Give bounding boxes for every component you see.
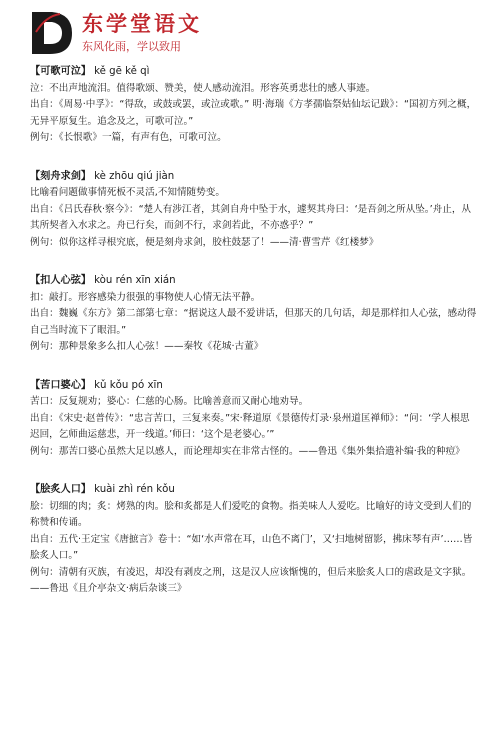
idiom-term: 【可歌可泣】 (30, 66, 92, 77)
idiom-title (30, 64, 478, 81)
idiom-term: 【刻舟求剑】 (30, 170, 92, 182)
idiom-example: 例句：清朝有灭族，有凌迟，却没有剥皮之刑，这是汉人应该惭愧的，但后来脍炙人口的虐政是文字狱。——鲁迅《且介亭杂文·病后杂谈三》 (30, 566, 472, 594)
idiom-source: 出自：《宋史·赵普传》：“忠言苦口，三复来奏。”宋·释道原《景德传灯录·泉州道匡禅师》：“问：‘学人根思迟回，乞师曲运慈悲，开一线道。’师曰：‘这个是老婆心。’” (30, 412, 470, 440)
idiom-entry (30, 482, 478, 598)
brand-title: 东学堂语文 (82, 12, 202, 36)
idiom-definition: 脍：切细的肉；炙：烤熟的肉。脍和炙都是人们爱吃的食物。指美味人人爱吃。比喻好的诗文受到人们的称赞和传诵。 (30, 500, 472, 528)
idiom-source: 出自：《周易·中孚》：“得敌，或鼓或罢，或泣或歌。” 明·海瑞《方孝孺临祭姑仙坛记跋》：“国初方列之概，无异平原复生。追念及之，可歌可泣。” (30, 99, 477, 127)
idiom-example: 例句：似你这样寻根究底，便是刻舟求剑，胶柱鼓瑟了！——清·曹雪芹《红楼梦》 (30, 236, 379, 248)
idiom-pinyin: kǔ kǒu pó xīn (94, 379, 163, 391)
idiom-term: 【苦口婆心】 (30, 379, 92, 391)
idiom-list (30, 64, 478, 620)
idiom-example: 例句：那苦口婆心虽然大足以感人，而论理却实在非常古怪的。——鲁迅《集外集拾遗补编·我的种痘》 (30, 445, 465, 457)
idiom-title (30, 378, 478, 395)
idiom-pinyin: kè zhōu qiú jiàn (94, 170, 175, 182)
idiom-source: 出自：魏巍《东方》第二部第七章：“据说这人最不爱讲话，但那天的几句话，却是那样扣人心弦，感动得自己当时流下了眼泪。” (30, 308, 477, 336)
idiom-entry (30, 273, 478, 356)
idiom-title (30, 273, 478, 290)
idiom-source: 出自：《吕氏春秋·察今》：“楚人有涉江者，其剑自舟中坠于水，遽契其舟曰：‘是吾剑之所从坠。’舟止，从其所契者入水求之。舟已行矣，而剑不行，求剑若此，不亦惑乎？” (30, 203, 472, 231)
idiom-definition: 泣：不出声地流泪。值得歌颂、赞美，使人感动流泪。形容英勇悲壮的感人事迹。 (30, 82, 376, 94)
idiom-definition: 苦口：反复规劝；婆心：仁慈的心肠。比喻善意而又耐心地劝导。 (30, 396, 309, 407)
idiom-example: 例句：《长恨歌》一篇，有声有色，可歌可泣。 (30, 132, 227, 143)
brand-slogan: 东风化雨，学以致用 (82, 40, 181, 53)
idiom-pinyin: kuài zhì rén kǒu (94, 484, 175, 495)
idiom-source: 出自：五代·王定宝《唐摭言》卷十：“如‘水声常在耳，山色不离门’，又‘扫地树留影，拂床琴有声’……皆脍炙人口。” (30, 533, 473, 561)
idiom-term: 【扣人心弦】 (30, 275, 92, 286)
idiom-term: 【脍炙人口】 (30, 484, 92, 495)
idiom-entry (30, 64, 478, 147)
idiom-title (30, 169, 478, 186)
idiom-pinyin: kě gē kě qì (94, 66, 150, 77)
brand-logo-icon (30, 8, 76, 58)
idiom-definition: 比喻看问题做事情死板不灵活,不知情随势变。 (30, 187, 225, 198)
idiom-example: 例句：那种景象多么扣人心弦！——秦牧《花城·古董》 (30, 341, 264, 352)
idiom-title (30, 482, 478, 499)
idiom-pinyin: kòu rén xīn xián (94, 275, 176, 286)
idiom-definition: 扣：敲打。形容感染力很强的事物使人心情无法平静。 (30, 291, 261, 303)
idiom-entry (30, 169, 478, 252)
header-banner (0, 0, 495, 62)
idiom-entry (30, 378, 478, 461)
